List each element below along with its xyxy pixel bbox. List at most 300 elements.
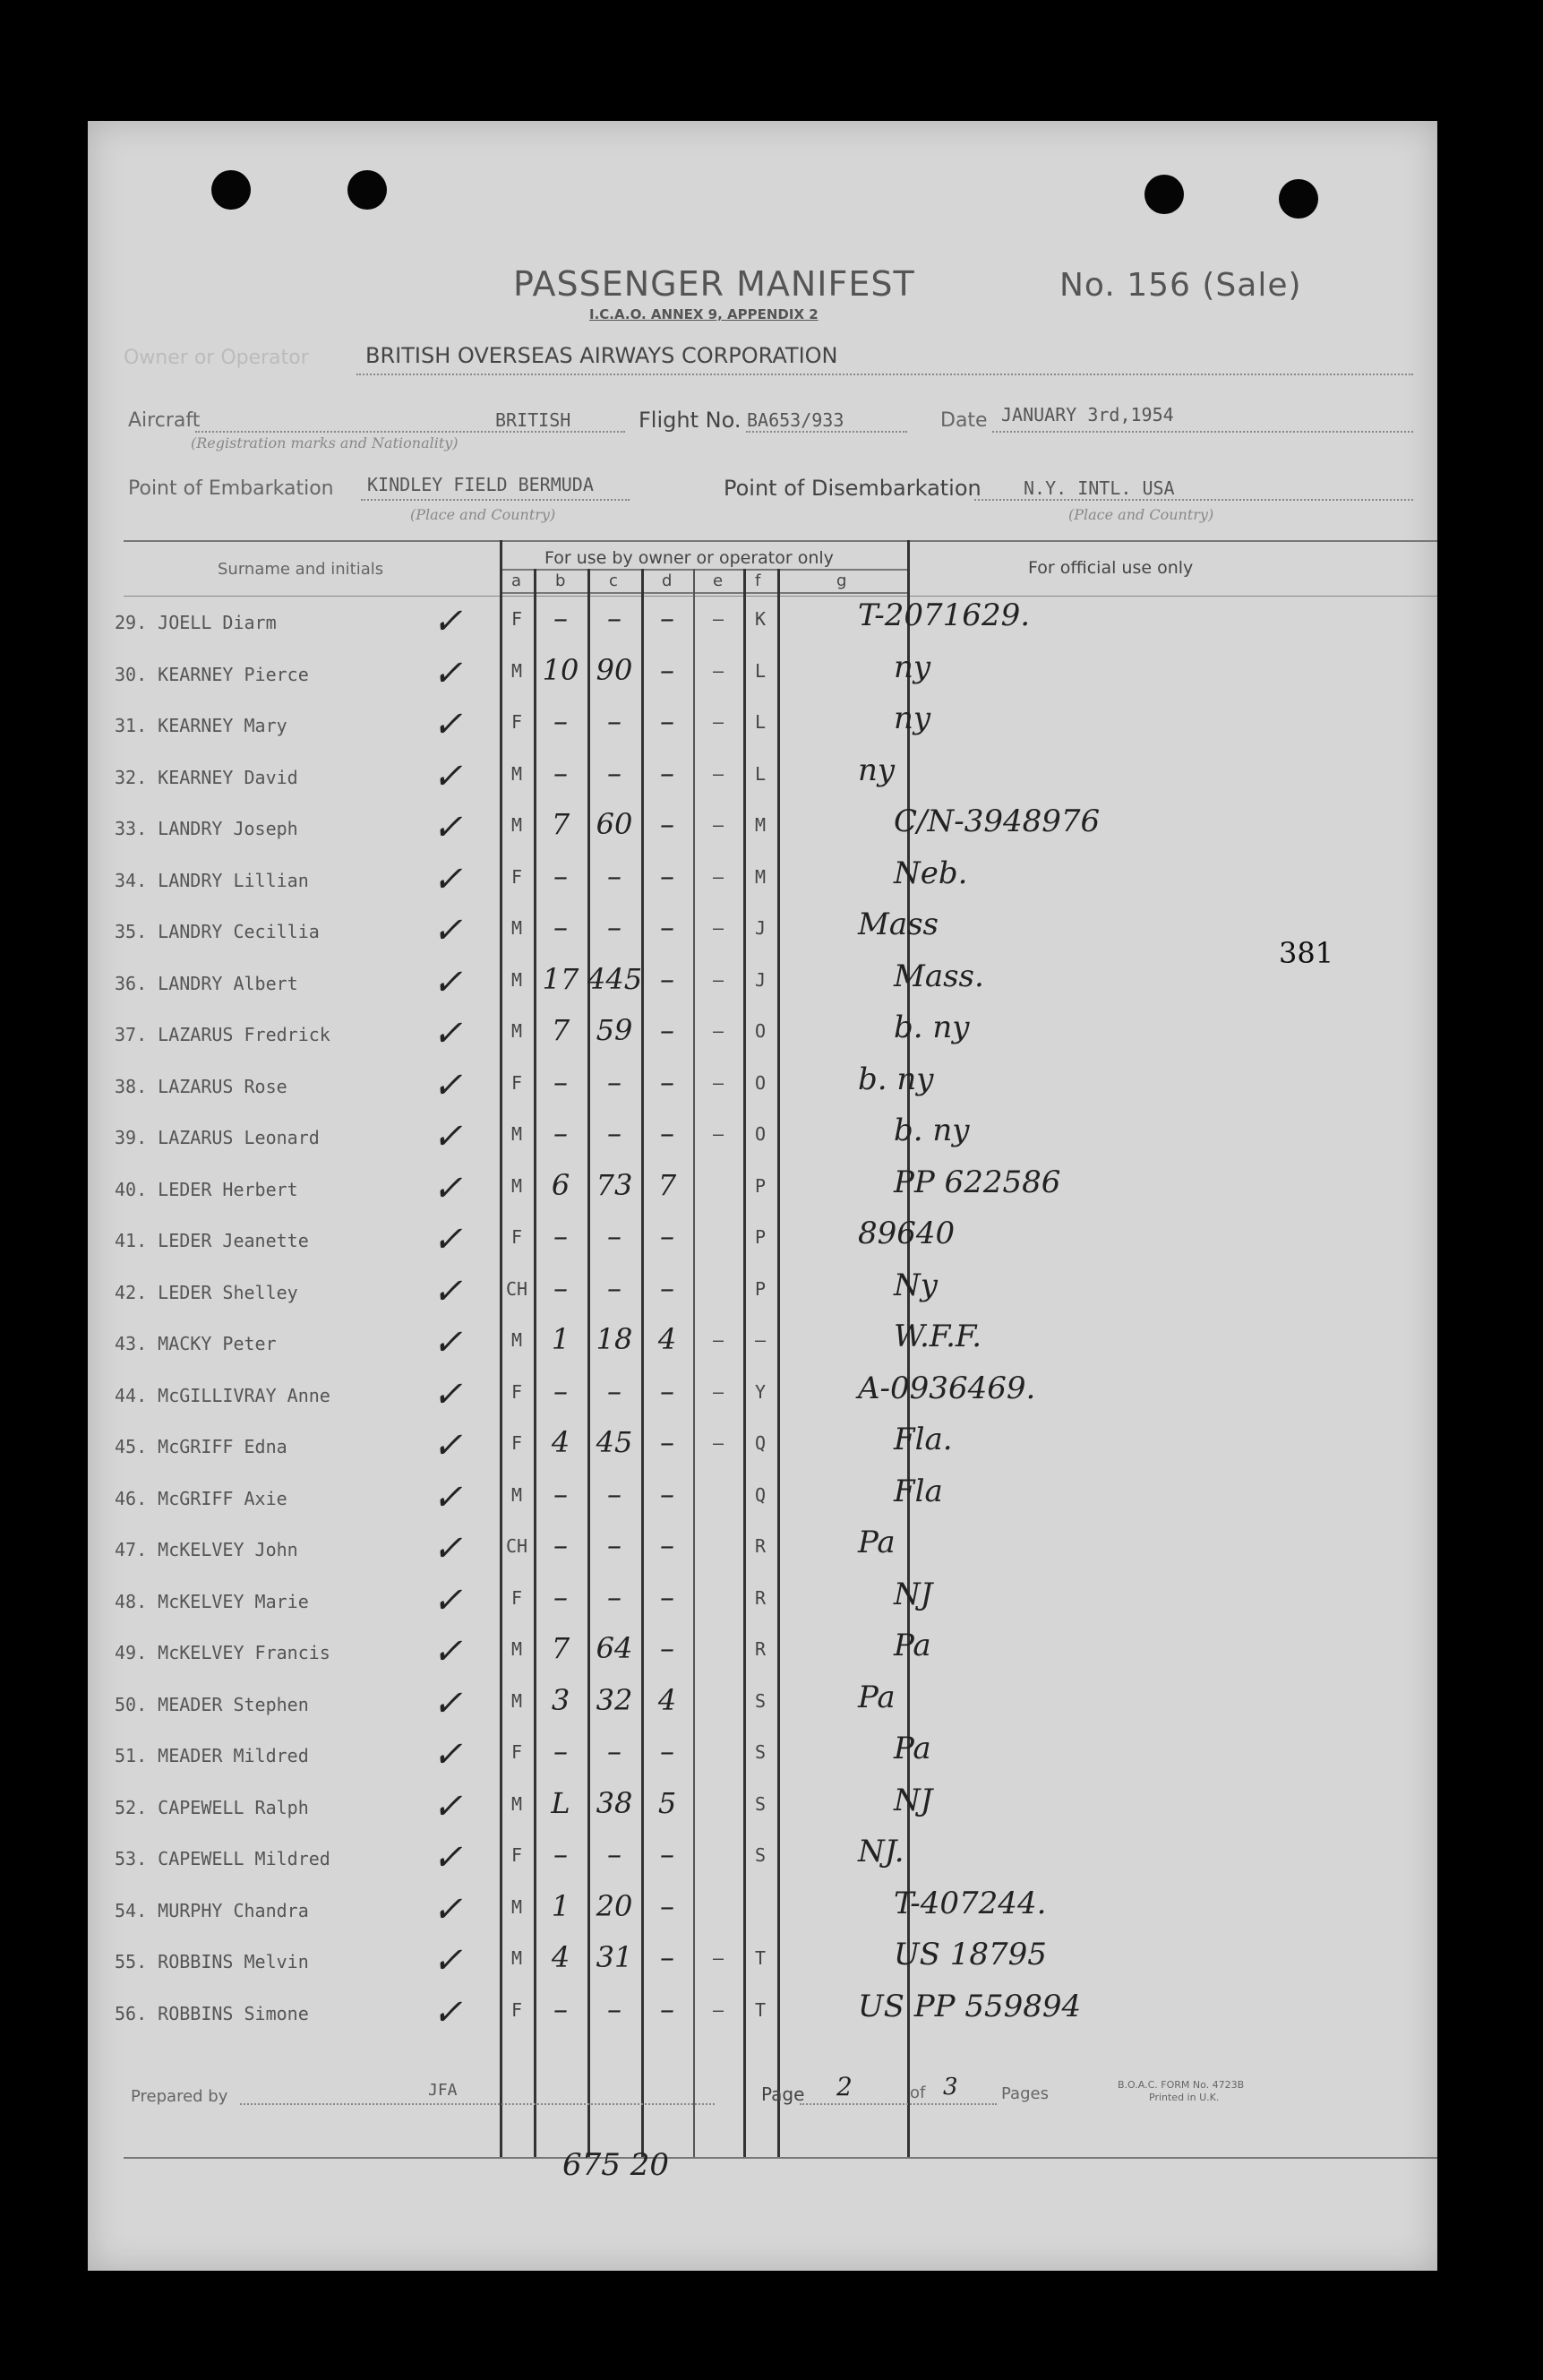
cell-d: – xyxy=(660,1888,674,1923)
cell-e: – xyxy=(712,1998,724,2021)
passenger-name: 43. MACKY Peter xyxy=(115,1333,277,1354)
cell-b: 1 xyxy=(551,1322,570,1356)
cell-f: T xyxy=(754,1998,767,2021)
cell-b: – xyxy=(553,1116,568,1150)
check-mark-icon: ✓ xyxy=(433,1785,463,1827)
date-label: Date xyxy=(940,409,988,432)
cell-b: – xyxy=(553,1219,568,1253)
disembark-value: N.Y. INTL. USA xyxy=(1024,477,1175,499)
cell-a: M xyxy=(510,1123,523,1145)
cell-f: J xyxy=(754,968,767,991)
cell-d: – xyxy=(660,1837,674,1871)
cell-d: – xyxy=(660,807,674,841)
cell-f: P xyxy=(754,1226,767,1248)
check-mark-icon: ✓ xyxy=(433,1734,463,1775)
cell-b: – xyxy=(553,1476,568,1511)
table-row xyxy=(88,1010,1437,1061)
check-mark-icon: ✓ xyxy=(433,1888,463,1930)
passenger-name: 48. McKELVEY Marie xyxy=(115,1590,309,1612)
passenger-name: 35. LANDRY Cecillia xyxy=(115,921,320,942)
passenger-name: 45. McGRIFF Edna xyxy=(115,1436,287,1457)
passenger-name: 55. ROBBINS Melvin xyxy=(115,1951,309,1972)
official-note: NJ xyxy=(894,1576,933,1612)
check-mark-icon: ✓ xyxy=(433,1425,463,1466)
cell-d: – xyxy=(660,1425,674,1459)
cell-b: 3 xyxy=(551,1682,570,1717)
check-mark-icon: ✓ xyxy=(433,652,463,694)
cell-d: – xyxy=(660,1579,674,1614)
passenger-name: 56. ROBBINS Simone xyxy=(115,2002,309,2024)
cell-e: – xyxy=(712,865,724,888)
cell-c: – xyxy=(607,1476,621,1511)
official-note: T-2071629. xyxy=(858,597,1031,633)
passenger-name: 36. LANDRY Albert xyxy=(115,972,298,994)
official-note: Neb. xyxy=(894,855,968,891)
cell-d: – xyxy=(660,755,674,790)
cell-c: 45 xyxy=(596,1425,633,1459)
aircraft-hint: (Registration marks and Nationality) xyxy=(191,434,459,451)
cell-c: 90 xyxy=(596,652,633,687)
passenger-name: 31. KEARNEY Mary xyxy=(115,715,287,736)
cell-e: – xyxy=(712,917,724,939)
passenger-name: 40. LEDER Herbert xyxy=(115,1178,298,1200)
cell-a: F xyxy=(510,865,523,888)
cell-c: – xyxy=(607,1837,621,1871)
cell-b: 4 xyxy=(551,1940,570,1974)
table-row xyxy=(88,1370,1437,1422)
cell-c: – xyxy=(607,1219,621,1253)
cell-a: M xyxy=(510,762,523,785)
cell-f: P xyxy=(754,1174,767,1197)
cell-d: – xyxy=(660,1991,674,2026)
official-note: b. ny xyxy=(894,1010,970,1045)
column-header-c: c xyxy=(609,571,618,590)
cell-d: – xyxy=(660,1373,674,1408)
official-note: A-0936469. xyxy=(858,1370,1036,1406)
cell-c: – xyxy=(607,1991,621,2026)
official-note: Mass. xyxy=(894,958,984,994)
official-note: T-407244. xyxy=(894,1885,1047,1921)
column-header-g: g xyxy=(836,571,847,590)
cell-b: – xyxy=(553,1734,568,1768)
cell-c: – xyxy=(607,1116,621,1150)
cell-c: 60 xyxy=(596,807,633,841)
cell-f: Y xyxy=(754,1380,767,1403)
official-note: NJ. xyxy=(858,1834,904,1869)
page-value: 2 xyxy=(836,2072,853,2101)
cell-c: 38 xyxy=(596,1785,633,1820)
cell-c: 64 xyxy=(596,1631,633,1665)
page-label: Page xyxy=(761,2084,805,2105)
passenger-name: 47. McKELVEY John xyxy=(115,1539,298,1560)
aircraft-label: Aircraft xyxy=(128,409,201,432)
cell-a: F xyxy=(510,1226,523,1248)
check-mark-icon: ✓ xyxy=(433,807,463,848)
check-mark-icon: ✓ xyxy=(433,1270,463,1312)
cell-a: M xyxy=(510,1689,523,1712)
form-number: B.O.A.C. FORM No. 4723B xyxy=(1118,2079,1245,2091)
cell-c: 73 xyxy=(596,1167,633,1202)
manifest-sheet xyxy=(88,121,1437,2271)
cell-f: J xyxy=(754,917,767,939)
cell-a: F xyxy=(510,1380,523,1403)
cell-e: – xyxy=(712,608,724,630)
cell-f: L xyxy=(754,711,767,733)
check-mark-icon: ✓ xyxy=(433,910,463,951)
cell-b: – xyxy=(553,1270,568,1305)
owner-use-header: For use by owner or operator only xyxy=(544,548,834,568)
cell-c: – xyxy=(607,1734,621,1768)
embark-hint: (Place and Country) xyxy=(410,506,556,523)
cell-a: F xyxy=(510,1432,523,1454)
cell-d: 5 xyxy=(657,1785,677,1820)
cell-a: CH xyxy=(505,1535,528,1557)
manifest-number: No. 156 (Sale) xyxy=(1059,267,1302,304)
cell-e: – xyxy=(712,1071,724,1094)
cell-f: O xyxy=(754,1123,767,1145)
cell-b: 7 xyxy=(551,807,570,841)
cell-b: – xyxy=(553,1991,568,2026)
date-value: JANUARY 3rd,1954 xyxy=(1001,404,1174,425)
table-row xyxy=(88,1680,1437,1731)
check-mark-icon: ✓ xyxy=(433,1837,463,1878)
cell-c: 445 xyxy=(587,961,643,996)
cell-b: – xyxy=(553,704,568,738)
cell-c: 59 xyxy=(596,1013,633,1047)
passenger-name: 39. LAZARUS Leonard xyxy=(115,1127,320,1148)
aircraft-value: BRITISH xyxy=(495,409,571,431)
cell-e: – xyxy=(712,1432,724,1454)
official-note: C/N-3948976 xyxy=(894,803,1101,839)
passenger-name: 33. LANDRY Joseph xyxy=(115,818,298,839)
cell-b: – xyxy=(553,601,568,635)
official-note: US 18795 xyxy=(894,1937,1047,1972)
table-row xyxy=(88,803,1437,855)
check-mark-icon: ✓ xyxy=(433,858,463,900)
cell-d: – xyxy=(660,1013,674,1047)
official-note: PP 622586 xyxy=(894,1164,1061,1200)
table-row xyxy=(88,906,1437,958)
cell-d: – xyxy=(660,1116,674,1150)
check-mark-icon: ✓ xyxy=(433,1991,463,2033)
cell-d: – xyxy=(660,858,674,893)
flight-label: Flight No. xyxy=(639,408,741,433)
cell-e: – xyxy=(712,711,724,733)
table-row xyxy=(88,1267,1437,1319)
official-note: Pa xyxy=(858,1679,896,1715)
column-header-d: d xyxy=(662,571,673,590)
passenger-name: 49. McKELVEY Francis xyxy=(115,1642,330,1663)
cell-b: L xyxy=(551,1785,570,1820)
check-mark-icon: ✓ xyxy=(433,1116,463,1157)
cell-d: – xyxy=(660,601,674,635)
check-mark-icon: ✓ xyxy=(433,1064,463,1106)
table-row xyxy=(88,1937,1437,1988)
passenger-name: 54. MURPHY Chandra xyxy=(115,1899,309,1921)
cell-d: – xyxy=(660,1734,674,1768)
check-mark-icon: ✓ xyxy=(433,1682,463,1724)
cell-e: – xyxy=(712,968,724,991)
cell-d: 7 xyxy=(657,1167,677,1202)
column-header-f: f xyxy=(755,571,761,590)
cell-b: 7 xyxy=(551,1013,570,1047)
cell-f: S xyxy=(754,1792,767,1815)
passenger-name: 53. CAPEWELL Mildred xyxy=(115,1848,330,1869)
cell-c: 20 xyxy=(596,1888,633,1923)
table-row xyxy=(88,752,1437,803)
punch-hole-icon xyxy=(1279,179,1318,219)
cell-c: – xyxy=(607,1579,621,1614)
cell-e: – xyxy=(712,814,724,836)
of-label: of xyxy=(910,2084,926,2102)
cell-d: – xyxy=(660,1631,674,1665)
cell-d: – xyxy=(660,1064,674,1099)
cell-c: – xyxy=(607,858,621,893)
cell-a: M xyxy=(510,1792,523,1815)
cell-d: – xyxy=(660,1476,674,1511)
cell-d: – xyxy=(660,1219,674,1253)
check-mark-icon: ✓ xyxy=(433,1373,463,1415)
table-row xyxy=(88,1113,1437,1164)
cell-b: 17 xyxy=(542,961,579,996)
official-note: ny xyxy=(858,752,896,788)
embark-label: Point of Embarkation xyxy=(128,477,334,500)
cell-f: R xyxy=(754,1535,767,1557)
disembark-hint: (Place and Country) xyxy=(1068,506,1214,523)
cell-e: – xyxy=(712,762,724,785)
cell-f: Q xyxy=(754,1432,767,1454)
document-subtitle: I.C.A.O. ANNEX 9, APPENDIX 2 xyxy=(589,306,819,322)
cell-d: – xyxy=(660,1528,674,1562)
cell-b: – xyxy=(553,1528,568,1562)
cell-b: – xyxy=(553,1373,568,1408)
table-row xyxy=(88,1886,1437,1937)
cell-a: M xyxy=(510,1020,523,1042)
cell-c: – xyxy=(607,704,621,738)
disembark-label: Point of Disembarkation xyxy=(724,476,982,501)
check-mark-icon: ✓ xyxy=(433,961,463,1003)
cell-f: S xyxy=(754,1741,767,1763)
table-row xyxy=(88,1783,1437,1834)
cell-d: – xyxy=(660,910,674,944)
table-row xyxy=(88,700,1437,752)
official-note: b. ny xyxy=(858,1061,934,1097)
cell-b: 6 xyxy=(551,1167,570,1202)
document-title: PASSENGER MANIFEST xyxy=(513,264,915,304)
cell-c: – xyxy=(607,755,621,790)
table-row xyxy=(88,1474,1437,1525)
cell-f: S xyxy=(754,1844,767,1866)
punch-hole-icon xyxy=(1144,175,1184,214)
cell-f: R xyxy=(754,1586,767,1609)
official-note: 89640 xyxy=(858,1216,956,1251)
official-note: ny xyxy=(894,700,931,736)
check-mark-icon: ✓ xyxy=(433,1940,463,1981)
passenger-name: 41. LEDER Jeanette xyxy=(115,1230,309,1251)
passenger-name: 34. LANDRY Lillian xyxy=(115,869,309,891)
official-note: US PP 559894 xyxy=(858,1988,1082,2024)
embark-value: KINDLEY FIELD BERMUDA xyxy=(367,474,594,495)
check-mark-icon: ✓ xyxy=(433,1579,463,1621)
cell-e: – xyxy=(712,1020,724,1042)
passenger-name: 46. McGRIFF Axie xyxy=(115,1487,287,1509)
cell-a: M xyxy=(510,917,523,939)
cell-a: F xyxy=(510,1741,523,1763)
table-row xyxy=(88,1319,1437,1370)
table-row xyxy=(88,1061,1437,1113)
pages-label: Pages xyxy=(1001,2084,1049,2103)
cell-b: – xyxy=(553,1837,568,1871)
official-note: Fla. xyxy=(894,1422,953,1457)
side-number: 381 xyxy=(1279,936,1334,970)
table-row xyxy=(88,1164,1437,1216)
cell-e: – xyxy=(712,1380,724,1403)
table-row xyxy=(88,1989,1437,2040)
table-row xyxy=(88,1731,1437,1782)
cell-a: F xyxy=(510,1998,523,2021)
cell-a: F xyxy=(510,1844,523,1866)
check-mark-icon: ✓ xyxy=(433,704,463,745)
check-mark-icon: ✓ xyxy=(433,1322,463,1363)
table-row xyxy=(88,1834,1437,1885)
passenger-name: 51. MEADER Mildred xyxy=(115,1745,309,1766)
official-note: NJ xyxy=(894,1782,933,1818)
official-note: b. ny xyxy=(894,1113,970,1148)
official-note: Pa xyxy=(894,1731,931,1766)
check-mark-icon: ✓ xyxy=(433,1476,463,1518)
cell-f: O xyxy=(754,1020,767,1042)
cell-d: – xyxy=(660,961,674,996)
passenger-name: 32. KEARNEY David xyxy=(115,766,298,788)
cell-d: – xyxy=(660,704,674,738)
cell-c: – xyxy=(607,1373,621,1408)
table-row xyxy=(88,1216,1437,1267)
cell-c: – xyxy=(607,1528,621,1562)
cell-a: M xyxy=(510,814,523,836)
cell-f: P xyxy=(754,1277,767,1300)
flight-value: BA653/933 xyxy=(747,409,844,431)
surname-header: Surname and initials xyxy=(218,560,384,579)
cell-f: Q xyxy=(754,1483,767,1506)
cell-b: 4 xyxy=(551,1425,570,1459)
cell-f: T xyxy=(754,1947,767,1969)
cell-b: 10 xyxy=(542,652,579,687)
owner-value: BRITISH OVERSEAS AIRWAYS CORPORATION xyxy=(365,343,838,368)
cell-d: – xyxy=(660,1940,674,1974)
table-row xyxy=(88,649,1437,700)
column-header-e: e xyxy=(713,571,724,590)
cell-a: M xyxy=(510,1329,523,1351)
cell-e: – xyxy=(712,1329,724,1351)
of-value: 3 xyxy=(943,2074,958,2101)
passenger-name: 44. McGILLIVRAY Anne xyxy=(115,1384,330,1406)
official-note: W.F.F. xyxy=(894,1319,982,1354)
official-header: For official use only xyxy=(1028,558,1194,578)
table-row xyxy=(88,855,1437,906)
cell-b: – xyxy=(553,755,568,790)
cell-a: F xyxy=(510,1586,523,1609)
cell-a: M xyxy=(510,1895,523,1918)
table-row xyxy=(88,597,1437,649)
cell-c: – xyxy=(607,910,621,944)
cell-c: – xyxy=(607,1064,621,1099)
cell-f: S xyxy=(754,1689,767,1712)
form-printed: Printed in U.K. xyxy=(1149,2092,1220,2103)
cell-f: R xyxy=(754,1638,767,1660)
cell-a: M xyxy=(510,1638,523,1660)
punch-hole-icon xyxy=(211,170,251,210)
cell-c: 32 xyxy=(596,1682,633,1717)
passenger-name: 29. JOELL Diarm xyxy=(115,612,277,633)
official-note: Pa xyxy=(858,1525,896,1560)
passenger-name: 37. LAZARUS Fredrick xyxy=(115,1024,330,1045)
cell-f: M xyxy=(754,865,767,888)
cell-c: – xyxy=(607,1270,621,1305)
cell-a: F xyxy=(510,1071,523,1094)
cell-f: – xyxy=(754,1329,767,1351)
table-row xyxy=(88,1422,1437,1473)
cell-f: L xyxy=(754,762,767,785)
cell-b: 1 xyxy=(551,1888,570,1923)
cell-c: 18 xyxy=(596,1322,633,1356)
cell-d: 4 xyxy=(657,1682,677,1717)
check-mark-icon: ✓ xyxy=(433,1013,463,1054)
cell-a: CH xyxy=(505,1277,528,1300)
cell-b: – xyxy=(553,910,568,944)
cell-c: 31 xyxy=(596,1940,633,1974)
check-mark-icon: ✓ xyxy=(433,601,463,642)
cell-a: M xyxy=(510,1174,523,1197)
cell-a: M xyxy=(510,1483,523,1506)
passenger-name: 30. KEARNEY Pierce xyxy=(115,663,309,685)
cell-b: – xyxy=(553,1064,568,1099)
cell-a: M xyxy=(510,968,523,991)
official-note: Pa xyxy=(894,1628,931,1663)
cell-b: 7 xyxy=(551,1631,570,1665)
passenger-name: 52. CAPEWELL Ralph xyxy=(115,1796,309,1818)
cell-a: M xyxy=(510,659,523,682)
cell-e: – xyxy=(712,1947,724,1969)
passenger-name: 42. LEDER Shelley xyxy=(115,1281,298,1303)
passenger-name: 50. MEADER Stephen xyxy=(115,1693,309,1715)
cell-f: L xyxy=(754,659,767,682)
passenger-name: 38. LAZARUS Rose xyxy=(115,1075,287,1097)
cell-a: F xyxy=(510,608,523,630)
cell-f: O xyxy=(754,1071,767,1094)
prepared-label: Prepared by xyxy=(131,2087,228,2106)
prepared-value: JFA xyxy=(428,2081,458,2100)
table-row xyxy=(88,1525,1437,1576)
cell-f: M xyxy=(754,814,767,836)
cell-a: F xyxy=(510,711,523,733)
total-value: 675 20 xyxy=(562,2147,669,2183)
official-note: Fla xyxy=(894,1473,943,1509)
owner-label: Owner or Operator xyxy=(124,347,309,369)
cell-b: – xyxy=(553,1579,568,1614)
punch-hole-icon xyxy=(347,170,387,210)
official-note: Mass xyxy=(858,906,939,942)
official-note: ny xyxy=(894,649,931,685)
cell-f: K xyxy=(754,608,767,630)
check-mark-icon: ✓ xyxy=(433,1631,463,1672)
check-mark-icon: ✓ xyxy=(433,1528,463,1569)
cell-a: M xyxy=(510,1947,523,1969)
cell-c: – xyxy=(607,601,621,635)
check-mark-icon: ✓ xyxy=(433,1219,463,1260)
cell-d: – xyxy=(660,652,674,687)
table-row xyxy=(88,1577,1437,1628)
cell-b: – xyxy=(553,858,568,893)
